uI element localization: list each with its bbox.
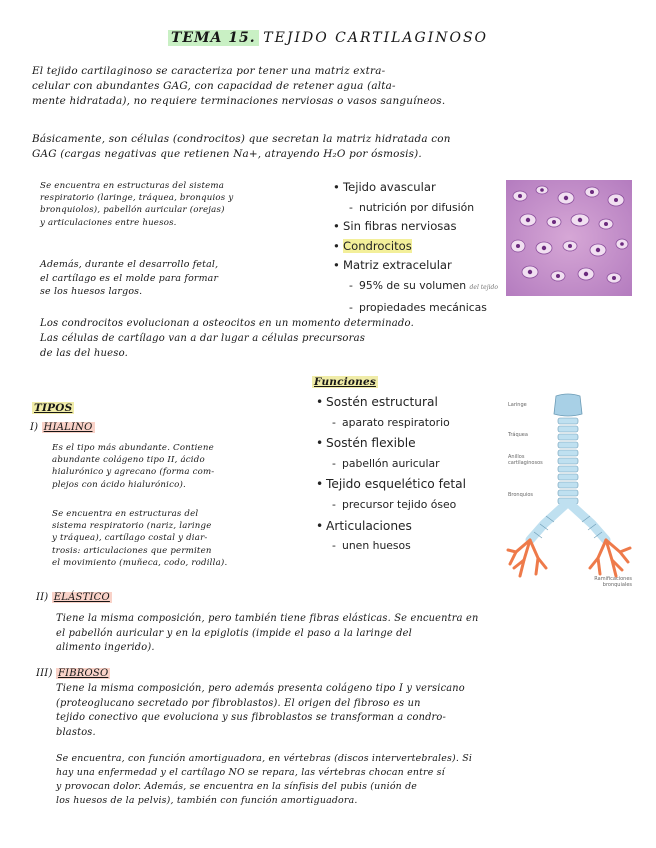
- text-line: Se encuentra en estructuras del sistema: [40, 181, 225, 191]
- features-list: [333, 178, 503, 317]
- cartilage-micrograph-illustration: [506, 180, 632, 296]
- functions-heading: [312, 370, 378, 389]
- development-note: [40, 258, 320, 299]
- text-line: hialurónico y agrecano (forma com-: [52, 467, 215, 478]
- text-line: Además, durante el desarrollo fetal,: [40, 259, 219, 270]
- intro-paragraph-1: [32, 64, 632, 109]
- trachea-bronchi-illustration: [506, 392, 632, 588]
- hialino-numeral: I): [30, 422, 39, 433]
- feature-matrix-note: del tejido: [469, 283, 498, 291]
- text-line: Se encuentra, con función amortiguadora, en vértebras (discos intervertebrales). Si: [56, 753, 473, 764]
- page-title: [0, 30, 656, 46]
- text-line: Se encuentra en estructuras del: [52, 509, 199, 519]
- text-line: celular con abundantes GAG, con capacidad de retener agua (alta-: [32, 80, 396, 92]
- text-line: se los huesos largos.: [40, 286, 143, 297]
- function-joints-sub: - unen huesos: [316, 536, 506, 557]
- location-note: [40, 180, 320, 229]
- fibroso-location: [56, 752, 636, 808]
- text-line: El tejido cartilaginoso se caracteriza por tener una matriz extra-: [32, 65, 386, 77]
- text-line: GAG (cargas negativas que retienen Na+, atrayendo H₂O por ósmosis).: [32, 148, 422, 160]
- text-line: de las del hueso.: [40, 348, 129, 359]
- fibroso-name: FIBROSO: [57, 668, 109, 679]
- function-joints: • Articulaciones: [316, 516, 506, 537]
- elastico-name: ELÁSTICO: [53, 592, 110, 603]
- text-line: Los condrocitos evolucionan a osteocitos en un momento determinado.: [40, 318, 414, 329]
- text-line: sistema respiratorio (nariz, laringe: [52, 521, 212, 532]
- hialino-location: [52, 508, 302, 569]
- feature-avascular: • Tejido avascular: [333, 178, 503, 198]
- function-fetal-sub: - precursor tejido óseo: [316, 495, 506, 516]
- tipos-heading-label: TIPOS: [34, 402, 73, 414]
- text-line: el movimiento (muñeca, codo, rodilla).: [52, 557, 228, 568]
- text-line: blastos.: [56, 726, 96, 738]
- function-structural: • Sostén estructural: [316, 392, 506, 413]
- text-line: Las células de cartílago van a dar lugar a células precursoras: [40, 333, 366, 344]
- feature-matrix-sub-label: 95% de su volumen: [359, 278, 467, 292]
- function-fetal: • Tejido esquelético fetal: [316, 474, 506, 495]
- text-line: bronquiolos), pabellón auricular (orejas): [40, 205, 225, 216]
- text-line: hay una enfermedad y el cartílago NO se repara, las vértebras chocan entre sí: [56, 767, 445, 778]
- fibroso-numeral: III): [36, 668, 53, 679]
- text-line: el pabellón auricular y en la epiglotis (impide el paso a la laringe del: [56, 627, 412, 639]
- label-larynx: Laringe: [508, 402, 527, 408]
- label-bronchi: Bronquios: [508, 492, 533, 498]
- hialino-name: HIALINO: [43, 422, 93, 433]
- text-line: el cartílago es el molde para formar: [40, 272, 219, 284]
- functions-heading-label: Funciones: [314, 376, 376, 388]
- hialino-description: [52, 442, 292, 491]
- intro-paragraph-2: [32, 132, 632, 162]
- histology-image: [506, 180, 632, 296]
- text-line: alimento ingerido).: [56, 642, 155, 653]
- osteocyte-paragraph: [40, 316, 600, 361]
- function-flexible-sub: - pabellón auricular: [316, 454, 506, 475]
- fibroso-heading: [36, 668, 110, 679]
- text-line: respiratorio (laringe, tráquea, bronquios y: [40, 193, 234, 204]
- elastico-description: [56, 612, 626, 656]
- feature-matrix-sub: [333, 276, 503, 298]
- elastico-heading: [36, 592, 112, 603]
- text-line: Básicamente, son células (condrocitos) que secretan la matriz hidratada con: [32, 133, 451, 145]
- label-trachea: Tráquea: [508, 432, 528, 438]
- title-topic: TEJIDO CARTILAGINOSO: [263, 30, 489, 46]
- feature-no-nerves: • Sin fibras nerviosas: [333, 217, 503, 237]
- text-line: y tráquea), cartílago costal y diar-: [52, 533, 208, 544]
- label-rings: Anillos cartilaginosos: [508, 454, 543, 466]
- text-line: plejos con ácido hialurónico).: [52, 479, 186, 490]
- text-line: Tiene la misma composición, pero además presenta colágeno tipo I y versicano: [56, 683, 465, 694]
- feature-condrocitos-label: Condrocitos: [343, 238, 412, 253]
- trachea-diagram: [506, 392, 632, 588]
- text-line: (proteoglucano secretado por fibroblastos). El origen del fibroso es un: [56, 697, 421, 709]
- feature-matrix-sub2: - propiedades mecánicas: [333, 298, 503, 318]
- text-line: Tiene la misma composición, pero también tiene fibras elásticas. Se encuentra en: [56, 613, 479, 624]
- elastico-numeral: II): [36, 592, 49, 603]
- text-line: abundante colágeno tipo II, ácido: [52, 455, 205, 466]
- hialino-heading: [30, 422, 95, 433]
- text-line: mente hidratada), no requiere terminaciones nerviosas o vasos sanguíneos.: [32, 95, 446, 107]
- tipos-heading: [32, 396, 74, 415]
- feature-condrocitos: [333, 237, 503, 257]
- text-line: los huesos de la pelvis), también con función amortiguadora.: [56, 795, 358, 806]
- title-number: TEMA 15.: [168, 30, 259, 46]
- function-flexible: • Sostén flexible: [316, 433, 506, 454]
- fibroso-description: [56, 682, 626, 740]
- text-line: y provocan dolor. Además, se encuentra en la sínfisis del pubis (unión de: [56, 781, 418, 792]
- function-structural-sub: - aparato respiratorio: [316, 413, 506, 434]
- functions-list: [316, 392, 506, 557]
- text-line: Es el tipo más abundante. Contiene: [52, 443, 214, 453]
- feature-avascular-sub: - nutrición por difusión: [333, 198, 503, 218]
- text-line: y articulaciones entre huesos.: [40, 217, 177, 228]
- label-branches: Ramificaciones bronquiales: [594, 576, 632, 588]
- feature-matrix: • Matriz extracelular: [333, 256, 503, 276]
- text-line: trosis: articulaciones que permiten: [52, 545, 212, 556]
- text-line: tejido conectivo que evoluciona y sus fibroblastos se transforman a condro-: [56, 712, 447, 723]
